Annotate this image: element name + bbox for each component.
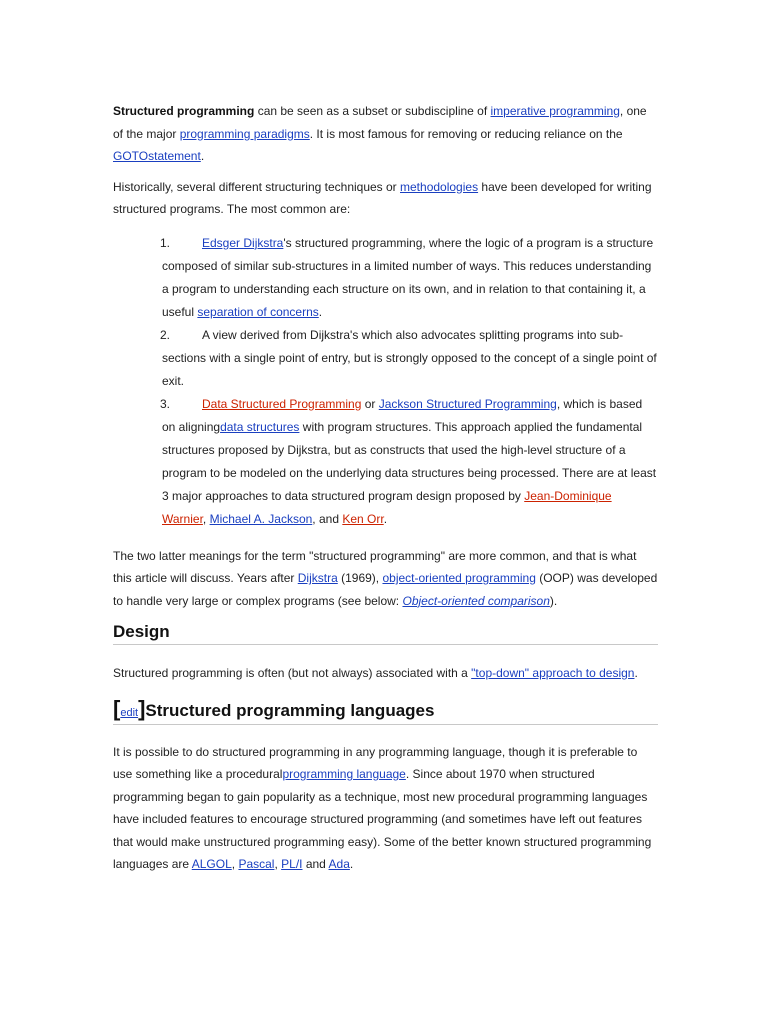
link-michael-a-jackson[interactable]: Michael A. Jackson	[209, 511, 313, 526]
text: A view derived from Dijkstra's which also advocates splitting programs into sub-sections with a single point of entry, but is strongly opposed to the concept of a single point of exit.	[162, 327, 657, 388]
link-separation-of-concerns[interactable]: separation of concerns	[197, 304, 319, 319]
heading-design: Design	[113, 622, 658, 645]
text: .	[318, 304, 323, 319]
text: Historically, several different structuring techniques or	[113, 179, 401, 194]
link-imperative-programming[interactable]: imperative programming	[490, 104, 620, 118]
text: The two latter meanings for the term "structured programming" are more common, and that is what this article will discuss. Years after	[113, 548, 637, 585]
text: .	[634, 666, 638, 680]
text: It is possible to do structured programming in any programming language, though it is preferable to use something like a procedural	[113, 744, 638, 781]
bracket-open: [	[113, 695, 121, 721]
link-pascal[interactable]: Pascal	[238, 857, 275, 871]
text: , one of the major	[113, 104, 647, 141]
text: can be seen as a subset or subdiscipline of	[254, 104, 491, 118]
link-jean-dominique-warnier[interactable]: Jean-Dominique Warnier	[162, 488, 612, 526]
edit-link[interactable]: edit	[120, 706, 139, 719]
intro-paragraph	[113, 100, 658, 168]
link-programming-paradigms[interactable]: programming paradigms	[179, 126, 310, 141]
text: ,	[202, 511, 210, 526]
article-body	[113, 100, 658, 876]
text: ,	[274, 857, 282, 871]
heading-text: Structured programming languages	[145, 700, 435, 720]
link-dijkstra[interactable]: Dijkstra	[297, 571, 338, 585]
link-edsger-dijkstra[interactable]: Edsger Dijkstra	[202, 235, 284, 250]
design-paragraph	[113, 662, 658, 685]
text: and	[302, 857, 329, 871]
list-number: 1.	[160, 235, 171, 250]
link-algol[interactable]: ALGOL	[191, 857, 232, 871]
text: ).	[549, 593, 558, 608]
structuring-list	[113, 232, 658, 531]
text: 's structured programming, where the logic of a program is a structure composed of similar sub-structures in a limited number of ways. This reduces understanding a program to understanding each structure on its own, and in relation to that containing it, a useful	[162, 235, 654, 319]
link-ken-orr[interactable]: Ken Orr	[342, 511, 384, 526]
text: , and	[312, 511, 343, 526]
languages-paragraph	[113, 741, 658, 876]
text: or	[361, 396, 379, 411]
link-top-down-approach[interactable]: "top-down" approach to design	[471, 666, 635, 680]
text: , which is based on aligning	[162, 396, 643, 434]
text: . It is most famous for removing or reducing reliance on the	[309, 126, 623, 141]
history-paragraph	[113, 176, 658, 221]
link-object-oriented-comparison[interactable]: Object-oriented comparison	[402, 593, 550, 608]
list-item	[162, 324, 658, 393]
link-programming-language[interactable]: programming language	[282, 767, 406, 781]
link-data-structured-programming[interactable]: Data Structured Programming	[202, 396, 362, 411]
bold-term: Structured programming	[113, 104, 255, 118]
link-goto-statement[interactable]: GOTOstatement	[113, 149, 201, 163]
bracket-close: ]	[138, 695, 146, 721]
link-object-oriented-programming[interactable]: object-oriented programming	[382, 571, 536, 585]
text: with program structures. This approach applied the fundamental structures proposed by Dijkstra, but as constructs that used the high-level structure of a program to be modeled on the underlying data structures being processed. There are at least 3 major approaches to data structured program design proposed by	[162, 419, 657, 503]
link-data-structures[interactable]: data structures	[220, 419, 300, 434]
link-methodologies[interactable]: methodologies	[400, 179, 479, 194]
text: .	[200, 149, 205, 163]
text: . Since about 1970 when structured programming began to gain popularity as a technique, most new procedural programming languages have included features to encourage structured programming (and sometimes have left out features that would make unstructured programming easy). Some of the better known structured programming languages are	[113, 767, 652, 871]
link-pl-i[interactable]: PL/I	[281, 857, 303, 871]
text: have been developed for writing structured programs. The most common are:	[113, 179, 652, 216]
list-number: 3.	[160, 396, 171, 411]
text: Structured programming is often (but not always) associated with a	[113, 666, 472, 680]
text: (OOP) was developed to handle very large or complex programs (see below:	[113, 571, 658, 608]
text: .	[383, 511, 388, 526]
meanings-paragraph	[113, 545, 658, 613]
list-item	[162, 232, 658, 324]
heading-structured-programming-languages	[113, 696, 658, 725]
text: (1969),	[337, 571, 383, 585]
list-number: 2.	[160, 327, 171, 342]
link-ada[interactable]: Ada	[328, 857, 350, 871]
text: .	[349, 857, 354, 871]
text: ,	[231, 857, 239, 871]
list-item	[162, 393, 658, 531]
link-jackson-structured-programming[interactable]: Jackson Structured Programming	[378, 396, 557, 411]
